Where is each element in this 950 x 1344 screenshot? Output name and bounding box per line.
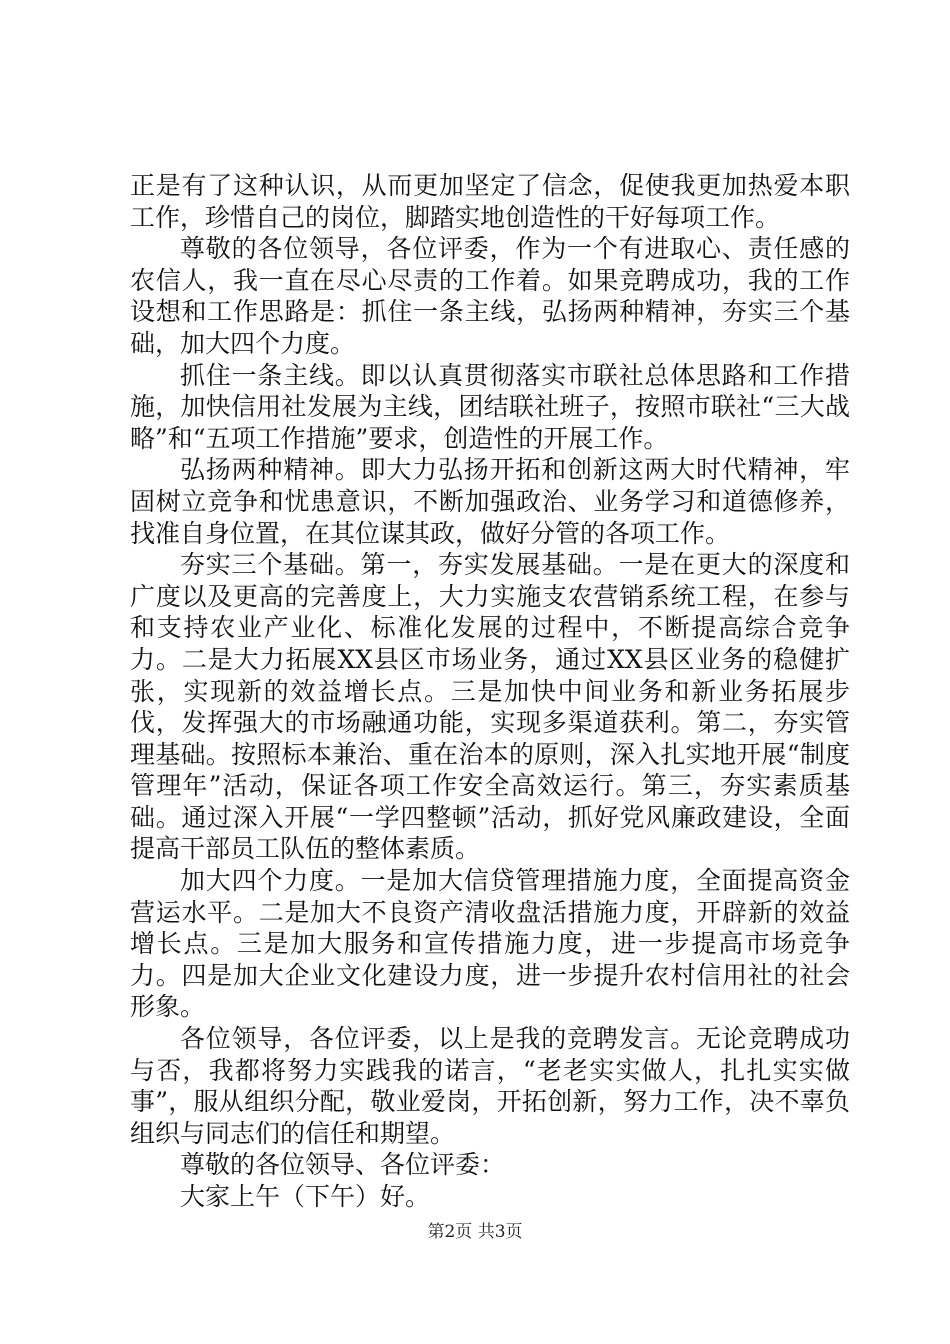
document-body	[130, 170, 850, 1213]
paragraph-greeting: 大家上午（下午）好。	[180, 1182, 431, 1211]
paragraph-four-efforts: 加大四个力度。一是加大信贷管理措施力度，全面提高资金营运水平。二是加大不良资产清收盘活措施力度，开辟新的效益增长点。三是加大服务和宣传措施力度，进一步提高市场竞争力。四是加大企业文化建设力度，进一步提升农村信用社的社会形象。	[130, 866, 850, 1022]
paragraph-closing: 各位领导，各位评委，以上是我的竞聘发言。无论竞聘成功与否，我都将努力实践我的诺言，“老老实实做人，扎扎实实做事”，服从组织分配，敬业爱岗，开拓创新，努力工作，决不辜负组织与同志们的信任和期望。	[130, 1024, 850, 1148]
paragraph-continuation: 正是有了这种认识，从而更加坚定了信念，促使我更加热爱本职工作，珍惜自己的岗位，脚踏实地创造性的干好每项工作。	[130, 171, 850, 232]
paragraph-intro: 尊敬的各位领导，各位评委，作为一个有进取心、责任感的农信人，我一直在尽心尽责的工作着。如果竞聘成功，我的工作设想和工作思路是：抓住一条主线，弘扬两种精神，夯实三个基础，加大四个力度。	[130, 234, 850, 358]
paragraph-salutation: 尊敬的各位领导、各位评委：	[180, 1150, 506, 1180]
paragraph-two-spirits: 弘扬两种精神。即大力弘扬开拓和创新这两大时代精神，牢固树立竞争和忧患意识，不断加强政治、业务学习和道德修养，找准自身位置，在其位谋其政，做好分管的各项工作。	[130, 455, 850, 548]
paragraph-three-foundations: 夯实三个基础。第一，夯实发展基础。一是在更大的深度和广度以及更高的完善度上，大力实施支农营销系统工程，在参与和支持农业产业化、标准化发展的过程中，不断提高综合竞争力。二是大力拓展XX县区市场业务，通过XX县区业务的稳健扩张，实现新的效益增长点。三是加快中间业务和新业务拓展步伐，发挥强大的市场融通功能，实现多渠道获利。第二，夯实管理基础。按照标本兼治、重在治本的原则，深入扎实地开展“制度管理年”活动，保证各项工作安全高效运行。第三，夯实素质基础。通过深入开展“一学四整顿”活动，抓好党风廉政建设，全面提高干部员工队伍的整体素质。	[130, 550, 850, 864]
paragraph-main-line: 抓住一条主线。即以认真贯彻落实市联社总体思路和工作措施，加快信用社发展为主线，团结联社班子，按照市联社“三大战略”和“五项工作措施”要求，创造性的开展工作。	[130, 360, 850, 453]
page-footer: 第2页 共3页	[427, 1222, 523, 1242]
